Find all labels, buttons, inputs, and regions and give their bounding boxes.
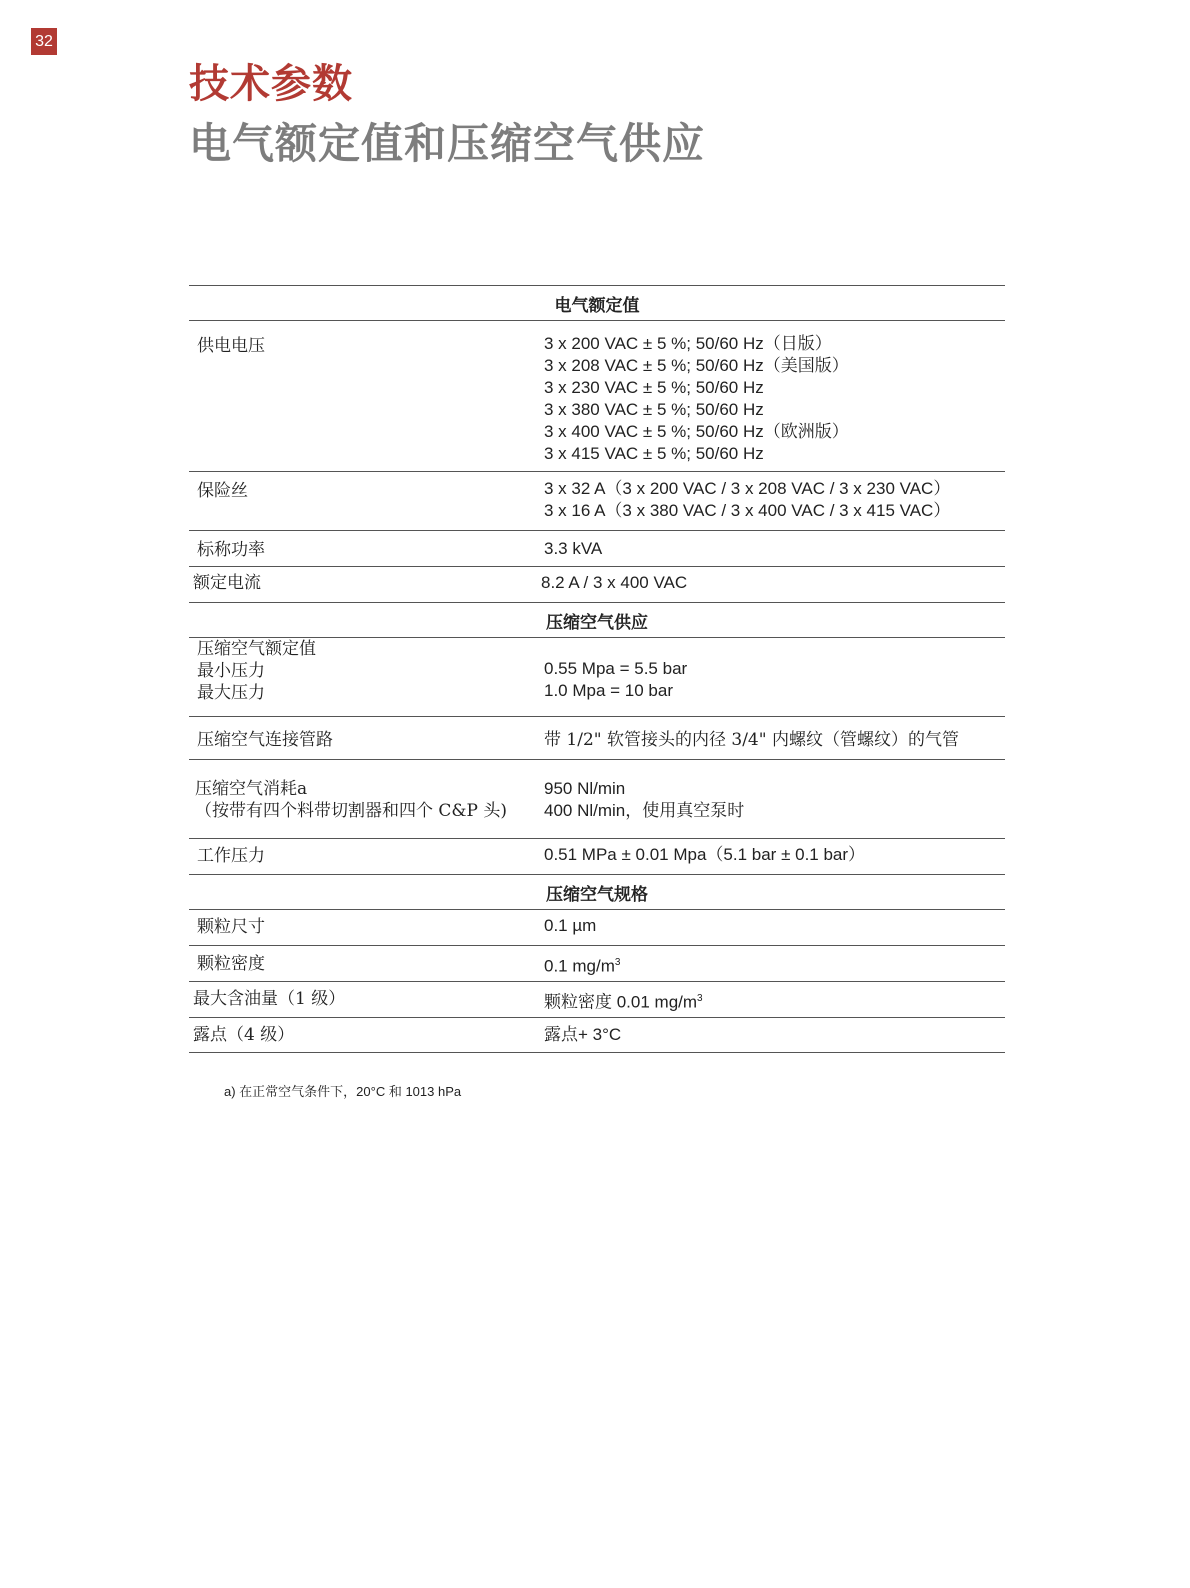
row-value: 带 1/2" 软管接头的内径 3/4" 内螺纹（管螺纹）的气管 bbox=[544, 730, 959, 750]
row-value: 颗粒密度 0.01 mg/m bbox=[544, 992, 698, 1012]
row-value: 3 x 208 VAC ± 5 %; 50/60 Hz（美国版） bbox=[544, 356, 849, 375]
superscript: 3 bbox=[697, 993, 703, 1004]
row-label: 工作压力 bbox=[197, 846, 265, 866]
row-label: 颗粒密度 bbox=[197, 954, 265, 974]
row-label: （按带有四个料带切割器和四个 C&P 头) bbox=[195, 801, 508, 821]
row-label: 保险丝 bbox=[197, 481, 248, 501]
row-value: 3 x 230 VAC ± 5 %; 50/60 Hz bbox=[544, 378, 764, 397]
table-row bbox=[189, 909, 1005, 945]
row-value: 3 x 415 VAC ± 5 %; 50/60 Hz bbox=[544, 444, 764, 463]
row-label: 最大压力 bbox=[197, 683, 265, 703]
row-value: 露点+ 3°C bbox=[544, 1025, 622, 1044]
row-label: 标称功率 bbox=[197, 540, 265, 560]
row-value: 0.51 MPa ± 0.01 Mpa（5.1 bar ± 0.1 bar） bbox=[544, 845, 866, 864]
table-row bbox=[189, 320, 1005, 471]
row-value: 0.1 mg/m bbox=[544, 956, 615, 976]
table-row bbox=[189, 716, 1005, 759]
row-value: 3.3 kVA bbox=[544, 539, 603, 558]
row-value: 950 Nl/min bbox=[544, 779, 626, 798]
table-row bbox=[189, 637, 1005, 716]
table-row bbox=[189, 471, 1005, 530]
row-label: 颗粒尺寸 bbox=[197, 917, 265, 937]
footnote: a) 在正常空气条件下，20°C 和 1013 hPa bbox=[224, 1084, 462, 1099]
row-value: 1.0 Mpa = 10 bar bbox=[544, 681, 674, 700]
row-label: 压缩空气连接管路 bbox=[197, 730, 333, 750]
row-label: 最大含油量（1 级） bbox=[193, 989, 346, 1009]
row-label: 额定电流 bbox=[193, 573, 261, 593]
section-heading-electrical: 电气额定值 bbox=[554, 295, 640, 316]
row-value: 8.2 A / 3 x 400 VAC bbox=[541, 573, 688, 592]
row-value: 400 Nl/min，使用真空泵时 bbox=[544, 801, 745, 820]
row-label: 最小压力 bbox=[197, 661, 265, 681]
section-heading-air-spec: 压缩空气规格 bbox=[546, 884, 648, 905]
section-heading-compressed-air: 压缩空气供应 bbox=[546, 612, 648, 633]
table-row bbox=[189, 1017, 1005, 1053]
spec-table bbox=[189, 285, 1005, 1053]
row-label: 露点（4 级） bbox=[193, 1025, 295, 1045]
row-value: 3 x 400 VAC ± 5 %; 50/60 Hz（欧洲版） bbox=[544, 422, 849, 441]
row-value: 3 x 32 A（3 x 200 VAC / 3 x 208 VAC / 3 x 230 VAC） bbox=[544, 479, 951, 498]
row-value: 3 x 16 A（3 x 380 VAC / 3 x 400 VAC / 3 x 415 VAC） bbox=[544, 501, 951, 520]
page-number: 32 bbox=[31, 28, 57, 55]
table-row bbox=[189, 981, 1005, 1017]
table-row bbox=[189, 759, 1005, 838]
row-value: 0.1 µm bbox=[544, 916, 597, 935]
table-row bbox=[189, 530, 1005, 566]
page-subtitle: 电气额定值和压缩空气供应 bbox=[189, 119, 706, 168]
row-label: 压缩空气消耗a bbox=[195, 779, 308, 799]
row-label: 压缩空气额定值 bbox=[197, 639, 316, 659]
table-row bbox=[189, 945, 1005, 981]
row-label: 供电电压 bbox=[197, 336, 265, 356]
row-value: 3 x 380 VAC ± 5 %; 50/60 Hz bbox=[544, 400, 764, 419]
superscript: 3 bbox=[614, 957, 621, 968]
table-row bbox=[189, 838, 1005, 874]
row-value: 3 x 200 VAC ± 5 %; 50/60 Hz（日版） bbox=[544, 334, 832, 353]
page-title: 技术参数 bbox=[189, 60, 353, 107]
row-value: 0.55 Mpa = 5.5 bar bbox=[544, 659, 688, 678]
table-row bbox=[189, 566, 1005, 602]
